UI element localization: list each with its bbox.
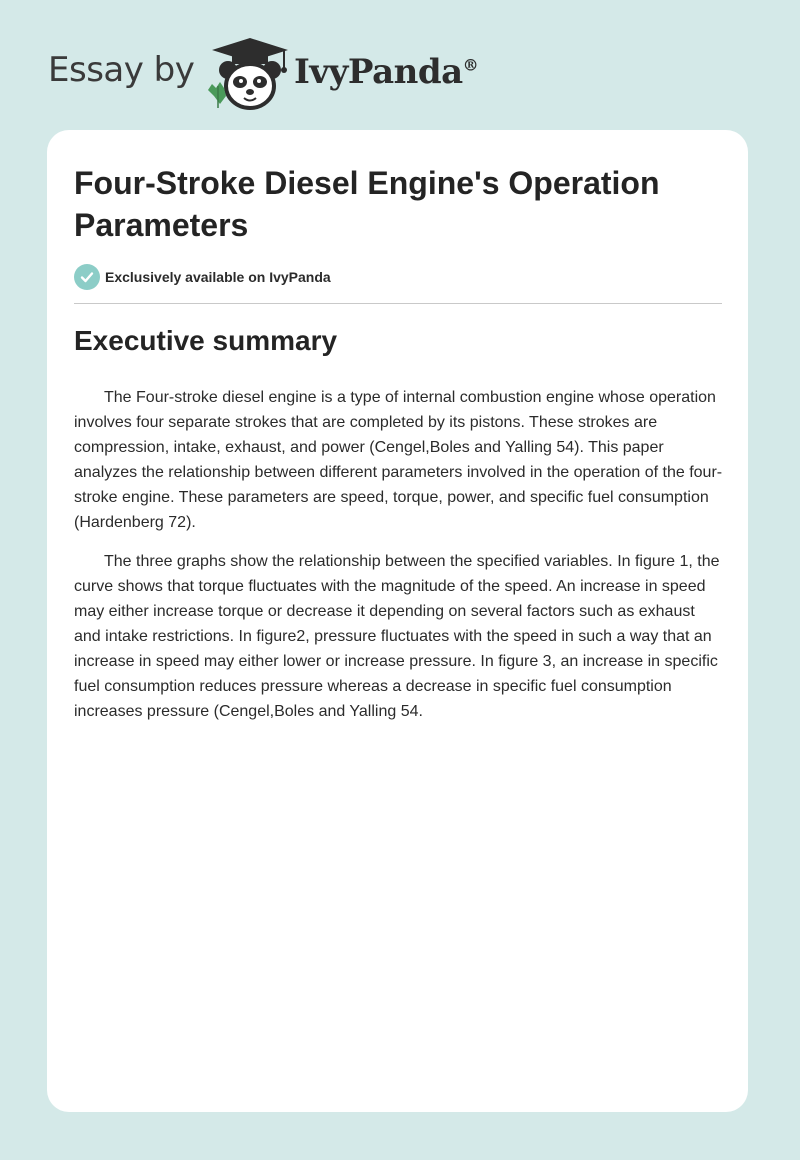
panda-graduate-icon[interactable]: [204, 34, 294, 112]
check-circle-icon: [74, 264, 100, 290]
page-title: Four-Stroke Diesel Engine's Operation Parameters: [74, 165, 660, 243]
brand-name: IvyPanda: [294, 52, 463, 92]
essay-card: [47, 130, 748, 1112]
essay-by-label: Essay by: [48, 50, 195, 90]
paragraph: The three graphs show the relationship between the specified variables. In figure 1, the curve shows that torque fluctuates with the magnitude of the speed. An increase in speed may either increase torque or decrease it depending on several factors such as exhaust and intake restrictions. In figure2, pressure fluctuates with the speed in such a way that an increase in speed may either lower or increase pressure. In figure 3, an increase in specific fuel consumption reduces pressure whereas a decrease in specific fuel consumption increases pressure (Cengel,Boles and Yalling 54.: [74, 553, 720, 720]
section-heading: Executive summary: [74, 325, 338, 356]
exclusive-badge: [74, 264, 331, 290]
registered-mark: ®: [462, 55, 479, 75]
divider: [74, 303, 722, 304]
essay-body: [74, 385, 724, 738]
exclusive-badge-text: Exclusively available on IvyPanda: [105, 269, 331, 285]
site-header: [48, 32, 508, 112]
paragraph: The Four-stroke diesel engine is a type of internal combustion engine whose operation involves four separate strokes that are completed by its pistons. These strokes are compression, intake, exhaust, and power (Cengel,Boles and Yalling 54). This paper analyzes the relationship between different parameters involved in the operation of the four-stroke engine. These parameters are speed, torque, power, and specific fuel consumption (Hardenberg 72).: [74, 389, 723, 531]
brand-logo-text[interactable]: [294, 52, 478, 92]
